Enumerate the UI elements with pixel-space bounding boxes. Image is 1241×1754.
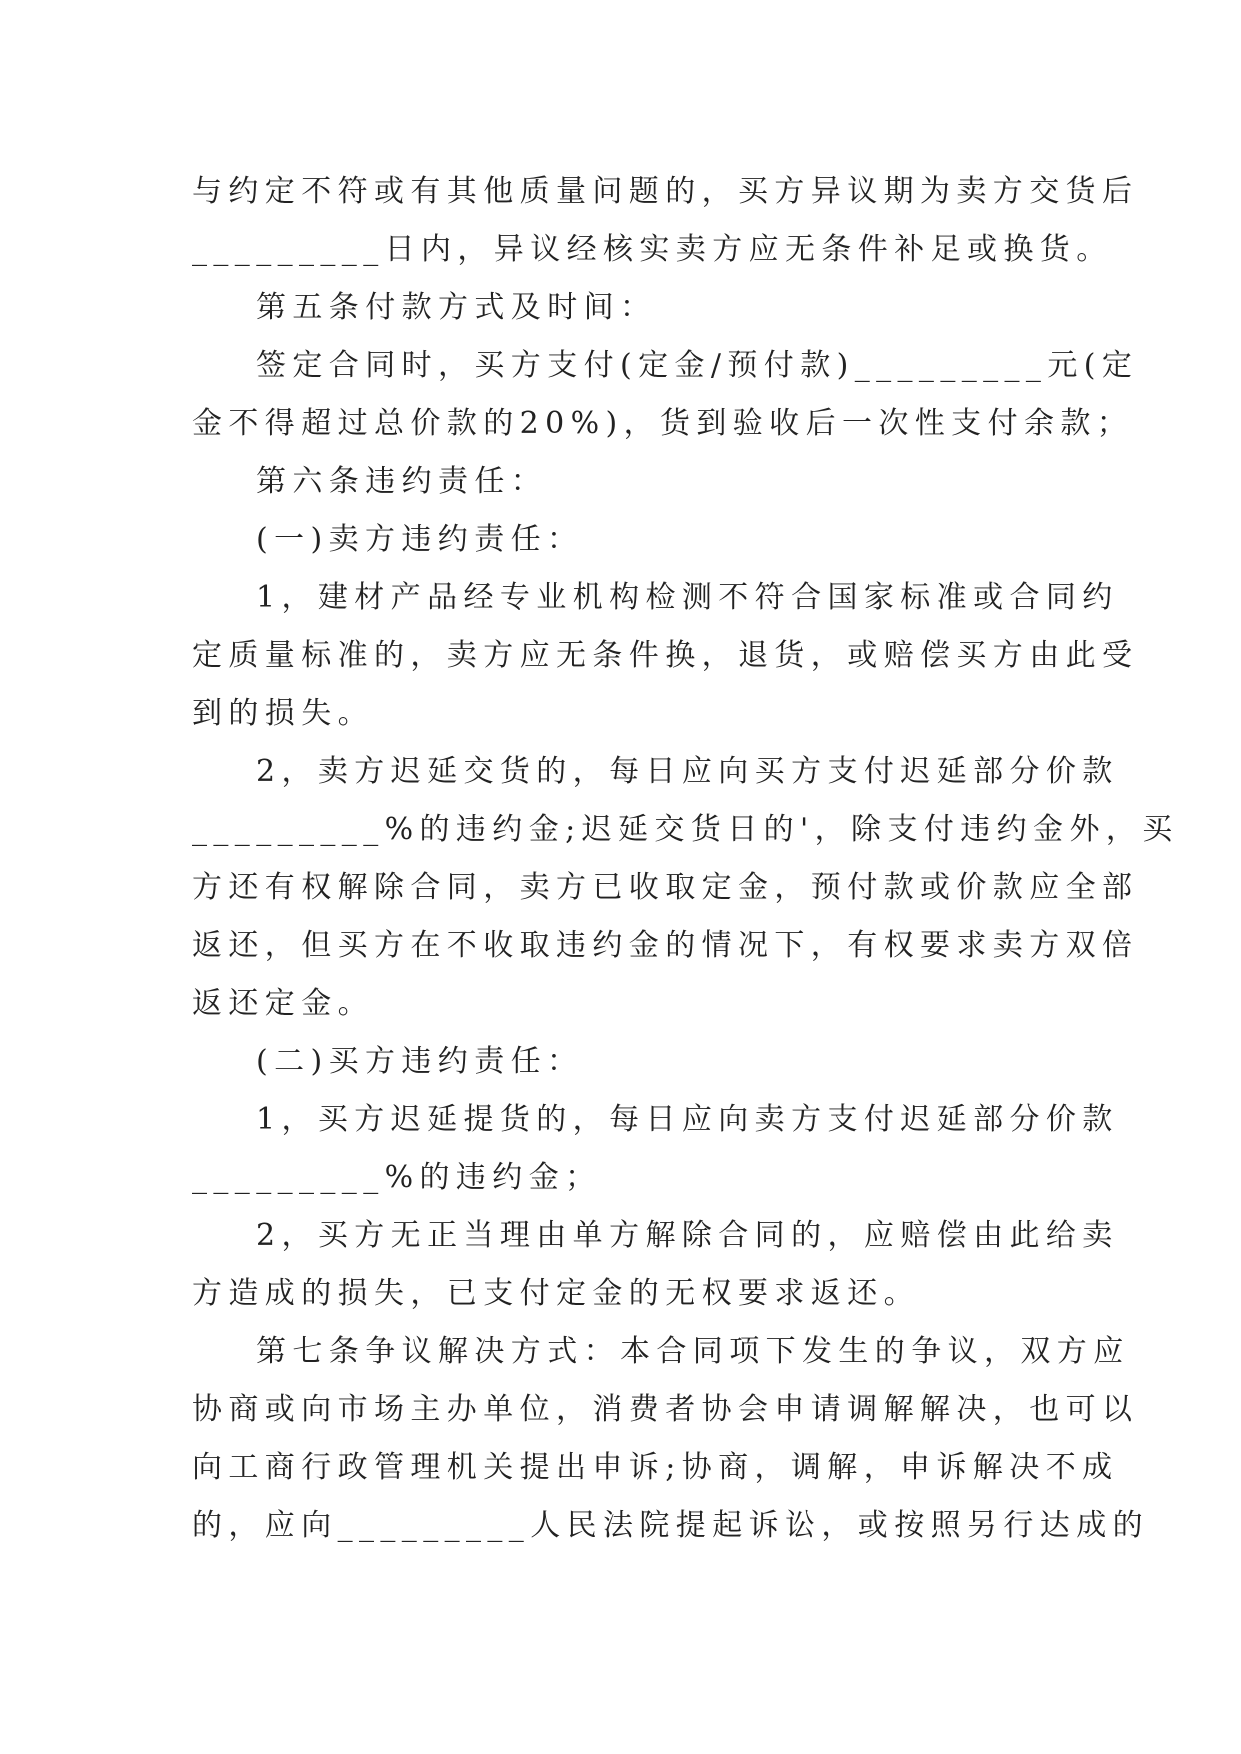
text-line: 2，卖方迟延交货的，每日应向买方支付迟延部分价款: [256, 754, 1119, 789]
text-line: 向工商行政管理机关提出申诉;协商，调解，申诉解决不成: [192, 1450, 1119, 1485]
text-line: _________%的违约金；: [192, 1160, 602, 1195]
subsection-heading: (一)卖方违约责任：: [256, 522, 584, 557]
text-line: 到的损失。: [192, 696, 374, 731]
subsection-heading: (二)买方违约责任：: [256, 1044, 584, 1079]
text-line: _________日内，异议经核实卖方应无条件补足或换货。: [192, 232, 1113, 267]
text-line: 1，建材产品经专业机构检测不符合国家标准或合同约: [256, 580, 1119, 615]
text-line: 返还定金。: [192, 986, 374, 1021]
section-heading: 第六条违约责任：: [256, 464, 548, 499]
text-line: 与约定不符或有其他质量问题的，买方异议期为卖方交货后: [192, 174, 1139, 209]
text-line: 定质量标准的，卖方应无条件换，退货，或赔偿买方由此受: [192, 638, 1139, 673]
text-line: 金不得超过总价款的20%)，货到验收后一次性支付余款；: [192, 406, 1134, 441]
text-line: 返还，但买方在不收取违约金的情况下，有权要求卖方双倍: [192, 928, 1139, 963]
section-heading: 第七条争议解决方式：本合同项下发生的争议，双方应: [256, 1334, 1130, 1369]
text-line: 的，应向_________人民法院提起诉讼，或按照另行达成的: [192, 1508, 1149, 1543]
section-heading: 第五条付款方式及时间：: [256, 290, 657, 325]
text-line: 签定合同时，买方支付(定金/预付款)_________元(定: [256, 348, 1139, 383]
text-line: 协商或向市场主办单位，消费者协会申请调解解决，也可以: [192, 1392, 1139, 1427]
text-line: 2，买方无正当理由单方解除合同的，应赔偿由此给卖: [256, 1218, 1119, 1253]
text-line: 方造成的损失，已支付定金的无权要求返还。: [192, 1276, 920, 1311]
document-body: [192, 163, 1179, 1555]
text-line: _________%的违约金;迟延交货日的'，除支付违约金外，买: [192, 812, 1179, 847]
text-line: 1，买方迟延提货的，每日应向卖方支付迟延部分价款: [256, 1102, 1119, 1137]
text-line: 方还有权解除合同，卖方已收取定金，预付款或价款应全部: [192, 870, 1139, 905]
